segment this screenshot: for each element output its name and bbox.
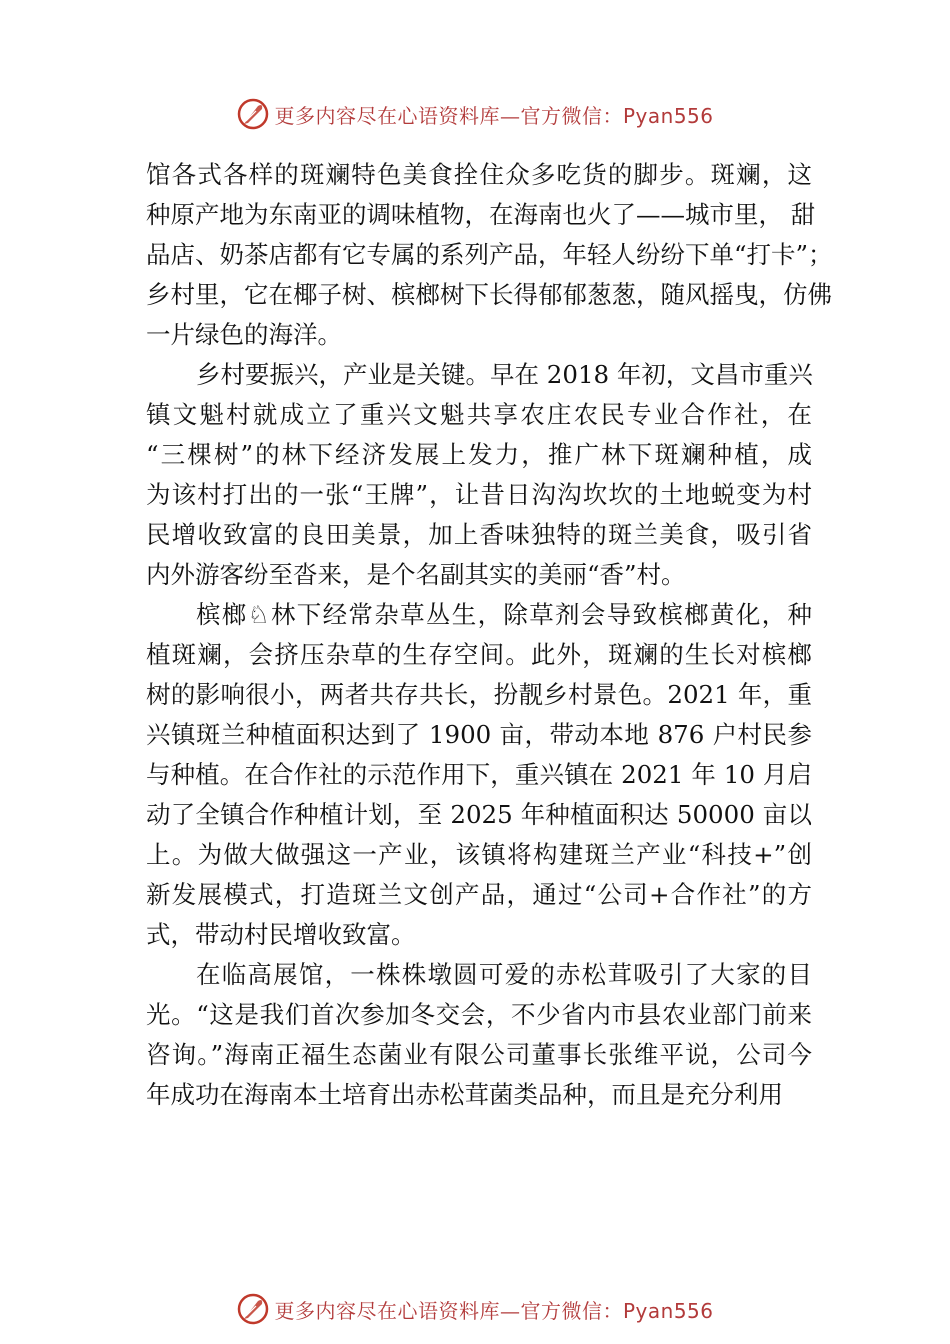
paragraph-line: 种原产地为东南亚的调味植物，在海南也火了——城市里， 甜 <box>146 200 816 229</box>
paragraph-line: 镇文魁村就成立了重兴文魁共享农庄农民专业合作社，在 <box>146 400 812 429</box>
paragraph-line: 一片绿色的海洋。 <box>146 320 342 349</box>
paragraph-line: 新发展模式，打造斑兰文创产品，通过“公司+合作社”的方 <box>146 880 812 909</box>
feather-pen-icon <box>236 1292 270 1326</box>
paragraph-line: 动了全镇合作种植计划，至 2025 年种植面积达 50000 亩以 <box>146 800 812 829</box>
paragraph <box>146 595 812 955</box>
paragraph-line: 民增收致富的良田美景，加上香味独特的斑兰美食，吸引省 <box>146 520 812 549</box>
paragraph-line: 为该村打出的一张“王牌”，让昔日沟沟坎坎的土地蜕变为村 <box>146 480 812 509</box>
paragraph-line: 与种植。在合作社的示范作用下，重兴镇在 2021 年 10 月启 <box>146 760 812 789</box>
header-banner <box>0 94 950 134</box>
paragraph-line: 内外游客纷至沓来，是个名副其实的美丽“香”村。 <box>146 560 686 589</box>
banner-text: 更多内容尽在心语资料库—官方微信：Pyan556 <box>274 1298 714 1323</box>
paragraph-line: 树的影响很小，两者共存共长，扮靓乡村景色。2021 年，重 <box>146 680 812 709</box>
paragraph-line: 年成功在海南本土培育出赤松茸菌类品种，而且是充分利用 <box>146 1080 783 1109</box>
paragraph-line: 乡村要振兴，产业是关键。早在 2018 年初，文昌市重兴 <box>196 360 813 389</box>
paragraph <box>146 355 812 595</box>
paragraph-line: 乡村里，它在椰子树、槟榔树下长得郁郁葱葱，随风摇曳，仿佛 <box>146 280 832 309</box>
footer-banner <box>0 1289 950 1329</box>
paragraph-line: 植斑斓，会挤压杂草的生存空间。此外，斑斓的生长对槟榔 <box>146 640 812 669</box>
paragraph-line: “三棵树”的林下经济发展上发力，推广林下斑斓种植，成 <box>146 440 812 469</box>
paragraph-line: 式，带动村民增收致富。 <box>146 920 416 949</box>
paragraph-line: 槟榔♘林下经常杂草丛生，除草剂会导致槟榔黄化，种 <box>196 600 812 629</box>
paragraph-line: 光。“这是我们首次参加冬交会，不少省内市县农业部门前来 <box>146 1000 812 1029</box>
feather-pen-icon <box>236 97 270 131</box>
paragraph-line: 上。为做大做强这一产业，该镇将构建斑兰产业“科技+”创 <box>146 840 812 869</box>
paragraph <box>146 155 833 355</box>
paragraph-line: 兴镇斑兰种植面积达到了 1900 亩，带动本地 876 户村民参 <box>146 720 812 749</box>
paragraph <box>146 955 812 1115</box>
paragraph-line: 在临高展馆，一株株墩圆可爱的赤松茸吸引了大家的目 <box>196 960 812 989</box>
paragraph-line: 馆各式各样的斑斓特色美食拴住众多吃货的脚步。斑斓，这 <box>146 160 812 189</box>
paragraph-line: 咨询。”海南正福生态菌业有限公司董事长张维平说，公司今 <box>146 1040 812 1069</box>
banner-text: 更多内容尽在心语资料库—官方微信：Pyan556 <box>274 103 714 128</box>
paragraph-line: 品店、奶茶店都有它专属的系列产品，年轻人纷纷下单“打卡”； <box>146 240 833 269</box>
document-body <box>146 155 833 1115</box>
